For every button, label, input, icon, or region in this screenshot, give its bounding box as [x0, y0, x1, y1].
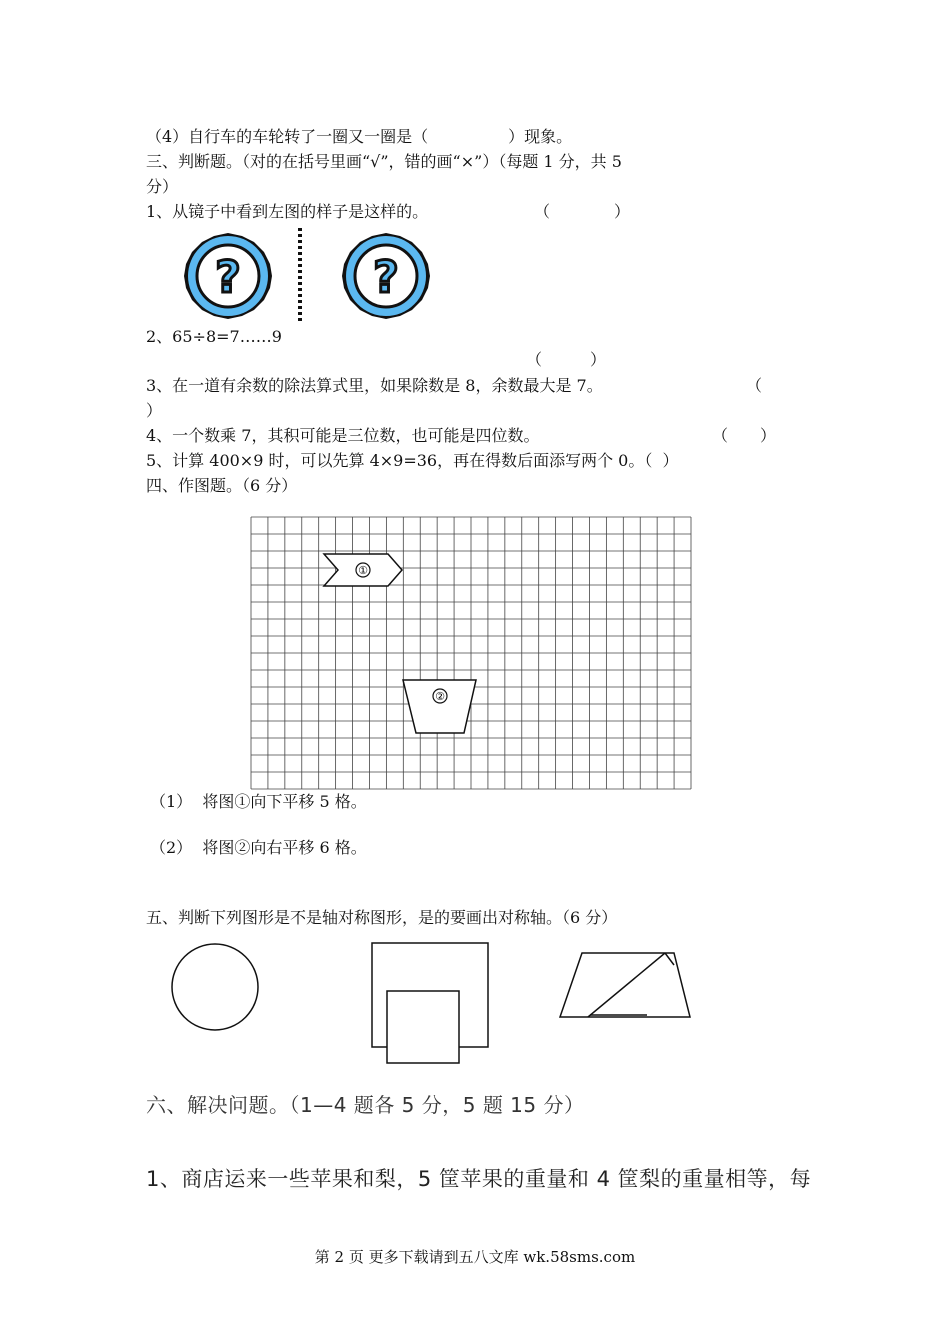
answer-paren-3-close: ） [146, 401, 163, 420]
answer-paren-4: （ ） [712, 426, 777, 445]
drawing-grid [250, 516, 692, 790]
draw-task-2: （2） 将图②向右平移 6 格。 [150, 838, 367, 857]
fill-blank-item-4: （4）自行车的车轮转了一圈又一圈是（ ）现象。 [146, 127, 573, 146]
trapezoid-figure [560, 953, 690, 1017]
draw-task-1: （1） 将图①向下平移 5 格。 [150, 792, 367, 811]
page-footer: 第 2 页 更多下载请到五八文库 wk.58sms.com [314, 1248, 636, 1266]
shape-2-trapezoid [403, 680, 476, 733]
section-5-title: 五、判断下列图形是不是轴对称图形，是的要画出对称轴。（6 分） [146, 908, 618, 927]
judge-question-3: 3、在一道有余数的除法算式里，如果除数是 8，余数最大是 7。 [146, 376, 603, 395]
shape-2-label: ② [435, 690, 445, 703]
answer-paren-1: （ ） [534, 202, 631, 221]
section-3-title: 三、判断题。（对的在括号里画“√”，错的画“×”）（每题 1 分，共 5 [146, 152, 622, 171]
mirror-figures [180, 228, 450, 324]
judge-question-1: 1、从镜子中看到左图的样子是这样的。 [146, 202, 429, 221]
problem-1: 1、商店运来一些苹果和梨，5 筐苹果的重量和 4 筐梨的重量相等，每 [146, 1167, 812, 1191]
circle-figure [172, 944, 258, 1030]
answer-paren-2: （ ） [526, 350, 607, 369]
question-mark-icon: ? [215, 252, 241, 303]
judge-question-2: 2、65÷8=7……9 [146, 327, 282, 346]
question-badge-original [184, 233, 272, 319]
question-badge-mirrored [342, 233, 430, 319]
section-6-title: 六、解决问题。（1—4 题各 5 分，5 题 15 分） [146, 1093, 585, 1117]
judge-question-5: 5、计算 400×9 时，可以先算 4×9=36，再在得数后面添写两个 0。（ ） [146, 451, 679, 470]
answer-paren-3-open: （ [746, 376, 763, 395]
symmetry-figures [160, 935, 720, 1070]
section-4-title: 四、作图题。（6 分） [146, 476, 298, 495]
section-3-title-cont: 分） [146, 177, 179, 196]
shape-1-label: ① [358, 564, 368, 577]
question-mark-icon: ? [373, 252, 399, 303]
judge-question-4: 4、一个数乘 7，其积可能是三位数，也可能是四位数。 [146, 426, 540, 445]
square-figure [387, 991, 459, 1063]
